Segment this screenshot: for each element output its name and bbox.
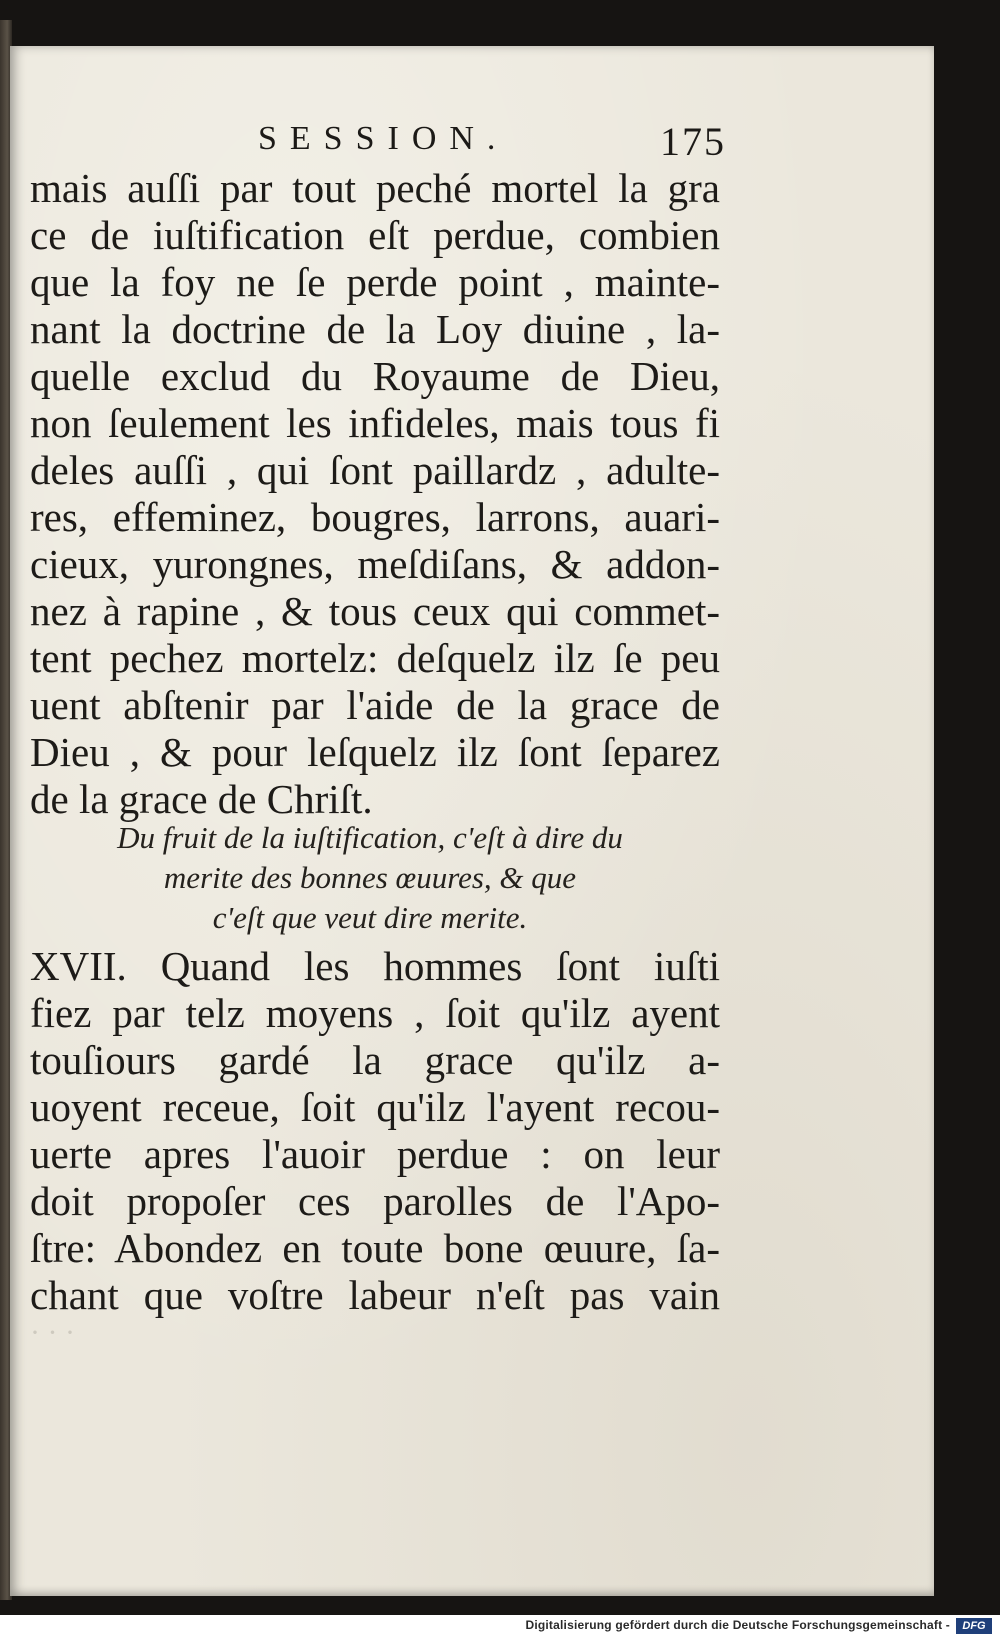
text-line: ſtre: Abondez en toute bone œuure, ſa- — [30, 1225, 720, 1271]
text-line: cieux, yurongnes, meſdiſans, & addon- — [30, 541, 720, 587]
running-title: SESSION. — [258, 120, 509, 157]
text-line: Dieu , & pour leſquelz ilz ſont ſeparez — [30, 729, 720, 775]
running-head — [10, 120, 934, 170]
text-line: ce de iuſtification eſt perdue, combien — [30, 212, 720, 258]
text-line: touſiours gardé la grace qu'ilz a- — [30, 1037, 720, 1083]
text-line: uent abſtenir par l'aide de la grace de — [30, 682, 720, 728]
text-line: fiez par telz moyens , ſoit qu'ilz ayent — [30, 990, 720, 1036]
text-line: que la foy ne ſe perde point , mainte- — [30, 259, 720, 305]
text-line: res, effeminez, bougres, larrons, auari- — [30, 494, 720, 540]
page-number: 175 — [660, 119, 726, 164]
bleed-through-marks: · · · — [30, 1316, 75, 1349]
heading-line: merite des bonnes œuures, & que — [163, 860, 577, 895]
text-line: mais auſſi par tout peché mortel la gra — [30, 165, 720, 211]
text-line: quelle exclud du Royaume de Dieu, — [30, 353, 720, 399]
text-line: tent pechez mortelz: deſquelz ilz ſe peu — [30, 635, 720, 681]
text-line: XVII. Quand les hommes ſont iuſti — [30, 943, 720, 989]
text-line: uoyent receue, ſoit qu'ilz l'ayent recou- — [30, 1084, 720, 1130]
text-line: non ſeulement les infideles, mais tous fi — [30, 400, 720, 446]
digitization-footer — [0, 1615, 1000, 1638]
text-line: uerte apres l'auoir perdue : on leur — [30, 1131, 720, 1177]
heading-line: Du fruit de la iuſtification, c'eſt à dire du — [117, 820, 623, 855]
text-line: nez à rapine , & tous ceux qui commet- — [30, 588, 720, 634]
text-line: de la grace de Chriſt. — [30, 776, 373, 822]
text-line: chant que voſtre labeur n'eſt pas vain — [30, 1272, 720, 1318]
book-page — [10, 46, 934, 1596]
text-line: nant la doctrine de la Loy diuine , la- — [30, 306, 720, 352]
heading-line: c'eſt que veut dire merite. — [212, 900, 528, 935]
footer-credit: Digitalisierung gefördert durch die Deutsche Forschungsgemeinschaft - — [525, 1618, 950, 1632]
dfg-logo: DFG — [956, 1618, 992, 1634]
text-line: deles auſſi , qui ſont paillardz , adulte- — [30, 447, 720, 493]
text-line: doit propoſer ces parolles de l'Apo- — [30, 1178, 720, 1224]
